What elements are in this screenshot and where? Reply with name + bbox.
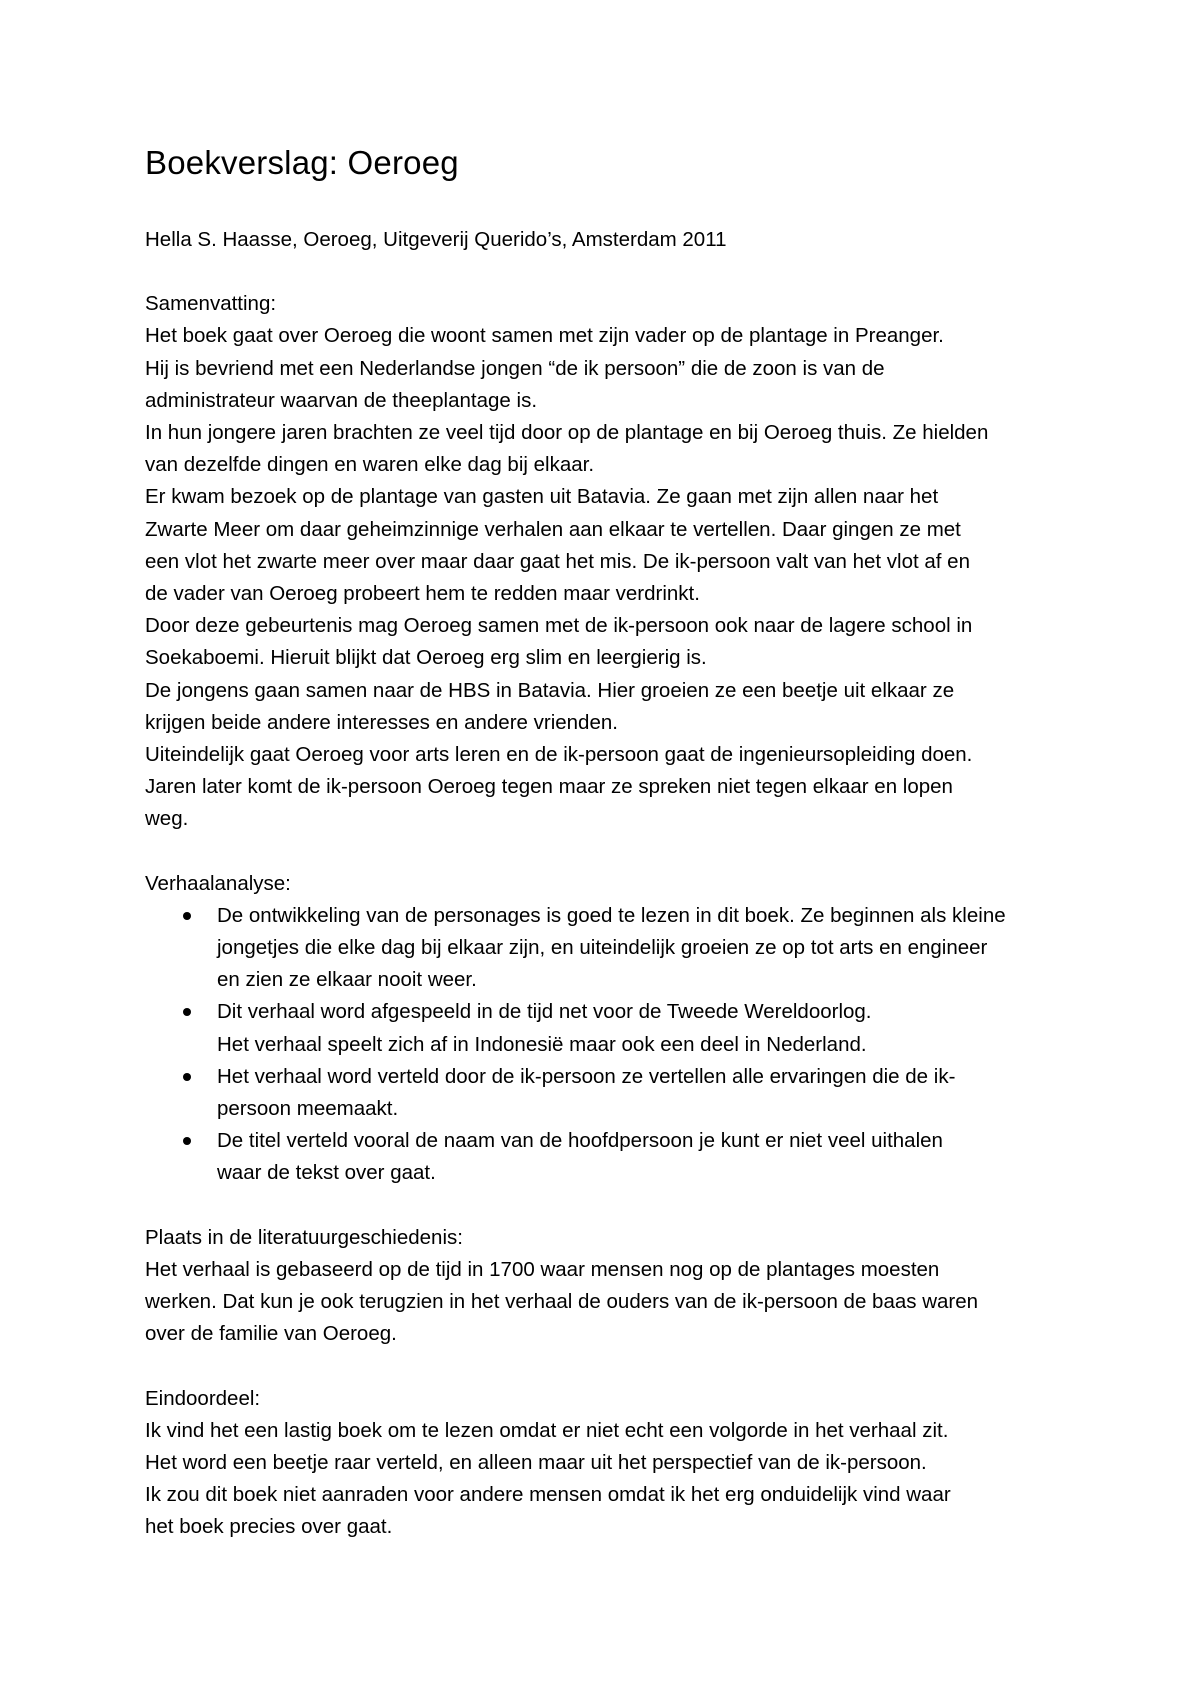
section-plaats (145, 1222, 1070, 1351)
bullet-dot-icon (183, 1073, 191, 1081)
bullet-item (145, 996, 1070, 1060)
text-line: Het verhaal speelt zich af in Indonesië maar ook een deel in Nederland. (217, 1032, 867, 1056)
section-heading-samenvatting: Samenvatting: (145, 292, 277, 316)
text-line: Ik zou dit boek niet aanraden voor andere mensen omdat ik het erg onduidelijk vind waar (145, 1483, 951, 1507)
text-line: Ik vind het een lastig boek om te lezen omdat er niet echt een volgorde in het verhaal zit. (145, 1418, 949, 1442)
section-heading-plaats: Plaats in de literatuurgeschiedenis: (145, 1225, 463, 1249)
text-line: waar de tekst over gaat. (217, 1161, 436, 1185)
text-line: een vlot het zwarte meer over maar daar gaat het mis. De ik-persoon valt van het vlot af en (145, 549, 970, 573)
text-line: krijgen beide andere interesses en andere vrienden. (145, 710, 618, 734)
text-line: over de familie van Oeroeg. (145, 1322, 397, 1346)
text-line: en zien ze elkaar nooit weer. (217, 968, 477, 992)
text-line: Er kwam bezoek op de plantage van gasten uit Batavia. Ze gaan met zijn allen naar het (145, 485, 939, 509)
section-heading-verhaalanalyse: Verhaalanalyse: (145, 871, 291, 895)
text-line: Het verhaal word verteld door de ik-persoon ze vertellen alle ervaringen die de ik- (217, 1064, 956, 1088)
text-line: werken. Dat kun je ook terugzien in het verhaal de ouders van de ik-persoon de baas waren (145, 1290, 979, 1314)
text-line: Door deze gebeurtenis mag Oeroeg samen met de ik-persoon ook naar de lagere school in (145, 614, 973, 638)
text-line: Het verhaal is gebaseerd op de tijd in 1700 waar mensen nog op de plantages moesten (145, 1257, 940, 1281)
document-title: Boekverslag: Oeroeg (145, 144, 459, 181)
samenvatting-body (145, 320, 1070, 835)
section-samenvatting (145, 288, 1070, 835)
bullet-item (145, 1125, 1070, 1189)
text-line: Hij is bevriend met een Nederlandse jongen “de ik persoon” die de zoon is van de (145, 356, 885, 380)
text-line: Het word een beetje raar verteld, en alleen maar uit het perspectief van de ik-persoon. (145, 1450, 927, 1474)
bullet-item (145, 900, 1070, 997)
book-citation: Hella S. Haasse, Oeroeg, Uitgeverij Querido’s, Amsterdam 2011 (145, 228, 727, 251)
bullet-list (145, 900, 1070, 1190)
text-line: Soekaboemi. Hieruit blijkt dat Oeroeg erg slim en leergierig is. (145, 646, 707, 670)
text-line: weg. (145, 807, 189, 831)
text-line: In hun jongere jaren brachten ze veel tijd door op de plantage en bij Oeroeg thuis. Ze hielden (145, 421, 989, 445)
section-eindoordeel (145, 1383, 1070, 1544)
bullet-dot-icon (183, 1137, 191, 1145)
text-line: van dezelfde dingen en waren elke dag bij elkaar. (145, 453, 595, 477)
text-line: De jongens gaan samen naar de HBS in Batavia. Hier groeien ze een beetje uit elkaar ze (145, 678, 955, 702)
text-line: het boek precies over gaat. (145, 1515, 393, 1539)
eindoordeel-body (145, 1415, 1070, 1544)
document-page (145, 140, 1070, 1544)
text-line: Jaren later komt de ik-persoon Oeroeg tegen maar ze spreken niet tegen elkaar en lopen (145, 775, 953, 799)
text-line: Zwarte Meer om daar geheimzinnige verhalen aan elkaar te vertellen. Daar gingen ze met (145, 517, 961, 541)
text-line: Uiteindelijk gaat Oeroeg voor arts leren en de ik-persoon gaat de ingenieursopleiding doen. (145, 743, 973, 767)
section-verhaalanalyse (145, 868, 1070, 1190)
text-line: persoon meemaakt. (217, 1097, 399, 1121)
section-heading-eindoordeel: Eindoordeel: (145, 1386, 261, 1410)
bullet-item (145, 1061, 1070, 1125)
text-line: De ontwikkeling van de personages is goed te lezen in dit boek. Ze beginnen als kleine (217, 903, 1006, 927)
bullet-dot-icon (183, 1008, 191, 1016)
text-line: de vader van Oeroeg probeert hem te redden maar verdrinkt. (145, 582, 700, 606)
text-line: De titel verteld vooral de naam van de hoofdpersoon je kunt er niet veel uithalen (217, 1129, 943, 1153)
text-line: Dit verhaal word afgespeeld in de tijd net voor de Tweede Wereldoorlog. (217, 1000, 872, 1024)
text-line: Het boek gaat over Oeroeg die woont samen met zijn vader op de plantage in Preanger. (145, 324, 944, 348)
text-line: jongetjes die elke dag bij elkaar zijn, en uiteindelijk groeien ze op tot arts en engineer (217, 936, 988, 960)
bullet-dot-icon (183, 912, 191, 920)
text-line: administrateur waarvan de theeplantage is. (145, 388, 538, 412)
plaats-body (145, 1254, 1070, 1351)
